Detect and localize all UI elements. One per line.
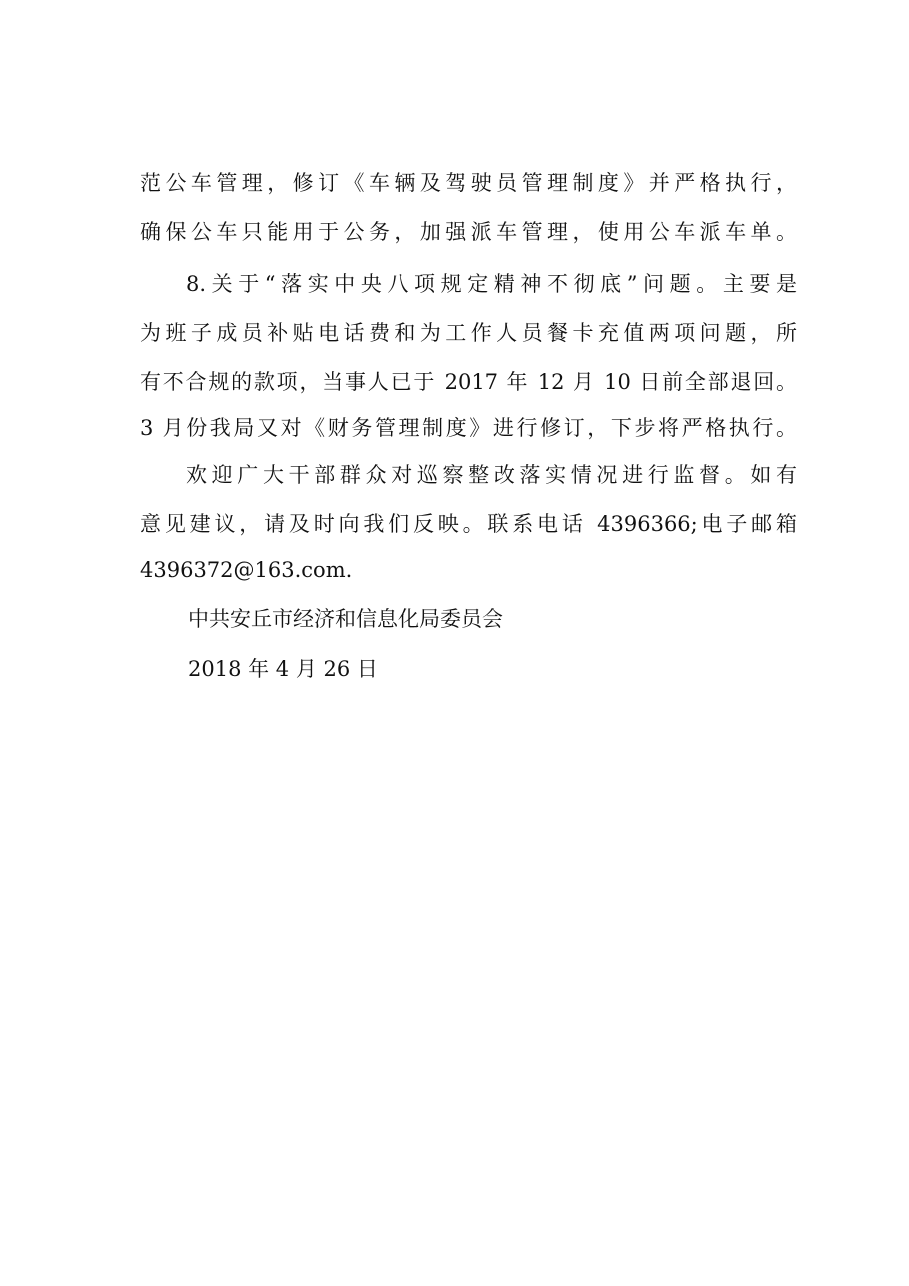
- supervision-paragraph-line-2: 意见建议，请及时向我们反映。联系电话 4396366;电子邮箱: [140, 512, 797, 536]
- email-line: 4396372@163.com.: [140, 558, 353, 582]
- text-line-6: 3 月份我局又对《财务管理制度》进行修订，下步将严格执行。: [140, 416, 797, 440]
- text-line-2: 确保公车只能用于公务，加强派车管理，使用公车派车单。: [140, 220, 797, 244]
- supervision-paragraph-line-1: 欢迎广大干部群众对巡察整改落实情况进行监督。如有: [186, 463, 797, 487]
- signature-organization: 中共安丘市经济和信息化局委员会: [188, 607, 503, 631]
- text-line-1: 范公车管理，修订《车辆及驾驶员管理制度》并严格执行，: [140, 171, 797, 195]
- text-line-4: 为班子成员补贴电话费和为工作人员餐卡充值两项问题，所: [140, 321, 797, 345]
- item-8-heading-line: 8.关于“落实中央八项规定精神不彻底”问题。主要是: [186, 272, 797, 296]
- signature-date: 2018 年 4 月 26 日: [188, 657, 378, 681]
- text-line-5: 有不合规的款项，当事人已于 2017 年 12 月 10 日前全部退回。: [140, 370, 797, 394]
